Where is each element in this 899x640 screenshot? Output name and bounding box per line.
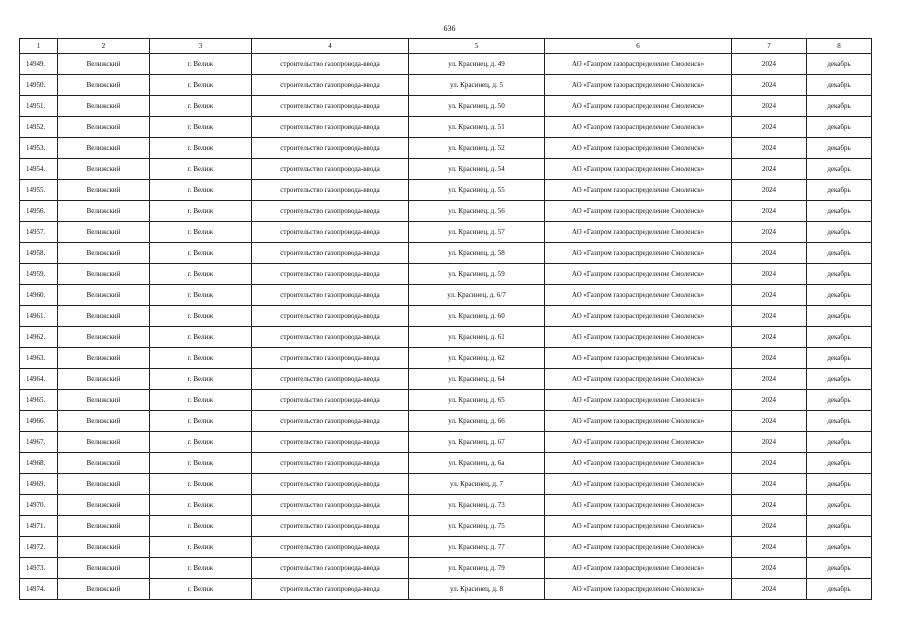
month-cell: декабрь — [807, 159, 872, 180]
locality-cell: г. Велиж — [150, 222, 252, 243]
year-cell: 2024 — [732, 558, 807, 579]
district-cell: Велижский — [58, 306, 150, 327]
address-cell: ул. Красинец, д. 79 — [409, 558, 545, 579]
table-row — [20, 96, 872, 117]
work-type-cell: строительство газопровода-ввода — [252, 327, 409, 348]
row-number-cell: 14974. — [20, 579, 58, 600]
year-cell: 2024 — [732, 495, 807, 516]
district-cell: Велижский — [58, 54, 150, 75]
year-cell: 2024 — [732, 180, 807, 201]
year-cell: 2024 — [732, 243, 807, 264]
locality-cell: г. Велиж — [150, 75, 252, 96]
month-cell: декабрь — [807, 495, 872, 516]
table-row — [20, 243, 872, 264]
row-number-cell: 14973. — [20, 558, 58, 579]
month-cell: декабрь — [807, 117, 872, 138]
table-row — [20, 348, 872, 369]
month-cell: декабрь — [807, 579, 872, 600]
locality-cell: г. Велиж — [150, 369, 252, 390]
row-number-cell: 14949. — [20, 54, 58, 75]
district-cell: Велижский — [58, 474, 150, 495]
district-cell: Велижский — [58, 369, 150, 390]
table-row — [20, 495, 872, 516]
table-row — [20, 432, 872, 453]
locality-cell: г. Велиж — [150, 54, 252, 75]
row-number-cell: 14963. — [20, 348, 58, 369]
organization-cell: АО «Газпром газораспределение Смоленск» — [545, 390, 732, 411]
table-row — [20, 159, 872, 180]
table-row — [20, 390, 872, 411]
row-number-cell: 14969. — [20, 474, 58, 495]
locality-cell: г. Велиж — [150, 474, 252, 495]
district-cell: Велижский — [58, 96, 150, 117]
year-cell: 2024 — [732, 474, 807, 495]
work-type-cell: строительство газопровода-ввода — [252, 285, 409, 306]
row-number-cell: 14958. — [20, 243, 58, 264]
row-number-cell: 14950. — [20, 75, 58, 96]
address-cell: ул. Красинец, д. 49 — [409, 54, 545, 75]
table-row — [20, 558, 872, 579]
page-number: 636 — [443, 24, 456, 33]
district-cell: Велижский — [58, 516, 150, 537]
locality-cell: г. Велиж — [150, 348, 252, 369]
row-number-cell: 14967. — [20, 432, 58, 453]
district-cell: Велижский — [58, 579, 150, 600]
month-cell: декабрь — [807, 474, 872, 495]
locality-cell: г. Велиж — [150, 495, 252, 516]
table-row — [20, 411, 872, 432]
table-row — [20, 453, 872, 474]
month-cell: декабрь — [807, 201, 872, 222]
work-type-cell: строительство газопровода-ввода — [252, 180, 409, 201]
address-cell: ул. Красинец, д. 64 — [409, 369, 545, 390]
work-type-cell: строительство газопровода-ввода — [252, 369, 409, 390]
row-number-cell: 14955. — [20, 180, 58, 201]
year-cell: 2024 — [732, 222, 807, 243]
row-number-cell: 14964. — [20, 369, 58, 390]
table-row — [20, 54, 872, 75]
column-header: 7 — [732, 39, 807, 54]
work-type-cell: строительство газопровода-ввода — [252, 411, 409, 432]
month-cell: декабрь — [807, 516, 872, 537]
locality-cell: г. Велиж — [150, 285, 252, 306]
month-cell: декабрь — [807, 453, 872, 474]
address-cell: ул. Красинец, д. 73 — [409, 495, 545, 516]
locality-cell: г. Велиж — [150, 201, 252, 222]
table-row — [20, 537, 872, 558]
organization-cell: АО «Газпром газораспределение Смоленск» — [545, 264, 732, 285]
work-type-cell: строительство газопровода-ввода — [252, 516, 409, 537]
work-type-cell: строительство газопровода-ввода — [252, 96, 409, 117]
work-type-cell: строительство газопровода-ввода — [252, 390, 409, 411]
month-cell: декабрь — [807, 558, 872, 579]
district-cell: Велижский — [58, 453, 150, 474]
column-header: 2 — [58, 39, 150, 54]
work-type-cell: строительство газопровода-ввода — [252, 117, 409, 138]
address-cell: ул. Красинец, д. 5 — [409, 75, 545, 96]
row-number-cell: 14960. — [20, 285, 58, 306]
year-cell: 2024 — [732, 453, 807, 474]
district-cell: Велижский — [58, 348, 150, 369]
locality-cell: г. Велиж — [150, 138, 252, 159]
address-cell: ул. Красинец, д. 55 — [409, 180, 545, 201]
column-header: 4 — [252, 39, 409, 54]
address-cell: ул. Красинец, д. 52 — [409, 138, 545, 159]
column-header: 1 — [20, 39, 58, 54]
year-cell: 2024 — [732, 75, 807, 96]
address-cell: ул. Красинец, д. 66 — [409, 411, 545, 432]
table-row — [20, 579, 872, 600]
table-row — [20, 180, 872, 201]
table-row — [20, 516, 872, 537]
month-cell: декабрь — [807, 54, 872, 75]
locality-cell: г. Велиж — [150, 432, 252, 453]
work-type-cell: строительство газопровода-ввода — [252, 222, 409, 243]
work-type-cell: строительство газопровода-ввода — [252, 54, 409, 75]
month-cell: декабрь — [807, 96, 872, 117]
address-cell: ул. Красинец, д. 59 — [409, 264, 545, 285]
district-cell: Велижский — [58, 327, 150, 348]
table-row — [20, 306, 872, 327]
work-type-cell: строительство газопровода-ввода — [252, 264, 409, 285]
address-cell: ул. Красинец, д. 6/7 — [409, 285, 545, 306]
address-cell: ул. Красинец, д. 65 — [409, 390, 545, 411]
address-cell: ул. Красинец, д. 58 — [409, 243, 545, 264]
address-cell: ул. Красинец, д. 61 — [409, 327, 545, 348]
organization-cell: АО «Газпром газораспределение Смоленск» — [545, 432, 732, 453]
year-cell: 2024 — [732, 516, 807, 537]
work-type-cell: строительство газопровода-ввода — [252, 159, 409, 180]
table-row — [20, 285, 872, 306]
row-number-cell: 14962. — [20, 327, 58, 348]
locality-cell: г. Велиж — [150, 390, 252, 411]
district-cell: Велижский — [58, 558, 150, 579]
organization-cell: АО «Газпром газораспределение Смоленск» — [545, 453, 732, 474]
row-number-cell: 14965. — [20, 390, 58, 411]
district-cell: Велижский — [58, 201, 150, 222]
organization-cell: АО «Газпром газораспределение Смоленск» — [545, 201, 732, 222]
month-cell: декабрь — [807, 180, 872, 201]
work-type-cell: строительство газопровода-ввода — [252, 75, 409, 96]
row-number-cell: 14954. — [20, 159, 58, 180]
year-cell: 2024 — [732, 306, 807, 327]
year-cell: 2024 — [732, 390, 807, 411]
locality-cell: г. Велиж — [150, 306, 252, 327]
organization-cell: АО «Газпром газораспределение Смоленск» — [545, 537, 732, 558]
organization-cell: АО «Газпром газораспределение Смоленск» — [545, 558, 732, 579]
address-cell: ул. Красинец, д. 77 — [409, 537, 545, 558]
table-row — [20, 201, 872, 222]
row-number-cell: 14961. — [20, 306, 58, 327]
organization-cell: АО «Газпром газораспределение Смоленск» — [545, 411, 732, 432]
month-cell: декабрь — [807, 537, 872, 558]
district-cell: Велижский — [58, 264, 150, 285]
column-header: 3 — [150, 39, 252, 54]
table-row — [20, 75, 872, 96]
month-cell: декабрь — [807, 369, 872, 390]
organization-cell: АО «Газпром газораспределение Смоленск» — [545, 54, 732, 75]
locality-cell: г. Велиж — [150, 264, 252, 285]
organization-cell: АО «Газпром газораспределение Смоленск» — [545, 180, 732, 201]
year-cell: 2024 — [732, 201, 807, 222]
year-cell: 2024 — [732, 117, 807, 138]
district-cell: Велижский — [58, 495, 150, 516]
work-type-cell: строительство газопровода-ввода — [252, 474, 409, 495]
month-cell: декабрь — [807, 243, 872, 264]
month-cell: декабрь — [807, 138, 872, 159]
year-cell: 2024 — [732, 348, 807, 369]
locality-cell: г. Велиж — [150, 411, 252, 432]
work-type-cell: строительство газопровода-ввода — [252, 579, 409, 600]
row-number-cell: 14957. — [20, 222, 58, 243]
organization-cell: АО «Газпром газораспределение Смоленск» — [545, 222, 732, 243]
district-cell: Велижский — [58, 117, 150, 138]
work-type-cell: строительство газопровода-ввода — [252, 453, 409, 474]
table-row — [20, 327, 872, 348]
locality-cell: г. Велиж — [150, 537, 252, 558]
column-header: 8 — [807, 39, 872, 54]
address-cell: ул. Красинец, д. 62 — [409, 348, 545, 369]
year-cell: 2024 — [732, 579, 807, 600]
organization-cell: АО «Газпром газораспределение Смоленск» — [545, 495, 732, 516]
locality-cell: г. Велиж — [150, 243, 252, 264]
row-number-cell: 14968. — [20, 453, 58, 474]
organization-cell: АО «Газпром газораспределение Смоленск» — [545, 348, 732, 369]
district-cell: Велижский — [58, 159, 150, 180]
year-cell: 2024 — [732, 432, 807, 453]
organization-cell: АО «Газпром газораспределение Смоленск» — [545, 369, 732, 390]
table-row — [20, 222, 872, 243]
organization-cell: АО «Газпром газораспределение Смоленск» — [545, 579, 732, 600]
address-cell: ул. Красинец, д. 75 — [409, 516, 545, 537]
year-cell: 2024 — [732, 264, 807, 285]
table-header — [20, 39, 872, 54]
organization-cell: АО «Газпром газораспределение Смоленск» — [545, 474, 732, 495]
organization-cell: АО «Газпром газораспределение Смоленск» — [545, 159, 732, 180]
header-row — [20, 39, 872, 54]
locality-cell: г. Велиж — [150, 558, 252, 579]
month-cell: декабрь — [807, 432, 872, 453]
district-cell: Велижский — [58, 243, 150, 264]
organization-cell: АО «Газпром газораспределение Смоленск» — [545, 75, 732, 96]
row-number-cell: 14966. — [20, 411, 58, 432]
work-type-cell: строительство газопровода-ввода — [252, 537, 409, 558]
address-cell: ул. Красинец, д. 51 — [409, 117, 545, 138]
address-cell: ул. Красинец, д. 56 — [409, 201, 545, 222]
address-cell: ул. Красинец, д. 67 — [409, 432, 545, 453]
table-row — [20, 117, 872, 138]
row-number-cell: 14959. — [20, 264, 58, 285]
organization-cell: АО «Газпром газораспределение Смоленск» — [545, 516, 732, 537]
month-cell: декабрь — [807, 348, 872, 369]
month-cell: декабрь — [807, 222, 872, 243]
row-number-cell: 14953. — [20, 138, 58, 159]
year-cell: 2024 — [732, 369, 807, 390]
address-cell: ул. Красинец, д. 50 — [409, 96, 545, 117]
work-type-cell: строительство газопровода-ввода — [252, 306, 409, 327]
table-row — [20, 474, 872, 495]
organization-cell: АО «Газпром газораспределение Смоленск» — [545, 117, 732, 138]
work-type-cell: строительство газопровода-ввода — [252, 432, 409, 453]
district-cell: Велижский — [58, 180, 150, 201]
row-number-cell: 14972. — [20, 537, 58, 558]
address-cell: ул. Красинец, д. 54 — [409, 159, 545, 180]
address-cell: ул. Красинец, д. 60 — [409, 306, 545, 327]
district-cell: Велижский — [58, 75, 150, 96]
locality-cell: г. Велиж — [150, 579, 252, 600]
district-cell: Велижский — [58, 285, 150, 306]
year-cell: 2024 — [732, 327, 807, 348]
work-type-cell: строительство газопровода-ввода — [252, 201, 409, 222]
table-row — [20, 138, 872, 159]
locality-cell: г. Велиж — [150, 117, 252, 138]
year-cell: 2024 — [732, 285, 807, 306]
locality-cell: г. Велиж — [150, 453, 252, 474]
year-cell: 2024 — [732, 54, 807, 75]
year-cell: 2024 — [732, 159, 807, 180]
organization-cell: АО «Газпром газораспределение Смоленск» — [545, 327, 732, 348]
row-number-cell: 14971. — [20, 516, 58, 537]
address-cell: ул. Красинец, д. 57 — [409, 222, 545, 243]
month-cell: декабрь — [807, 306, 872, 327]
address-cell: ул. Красинец, д. 6а — [409, 453, 545, 474]
organization-cell: АО «Газпром газораспределение Смоленск» — [545, 96, 732, 117]
data-table — [19, 38, 872, 600]
organization-cell: АО «Газпром газораспределение Смоленск» — [545, 138, 732, 159]
address-cell: ул. Красинец, д. 7 — [409, 474, 545, 495]
work-type-cell: строительство газопровода-ввода — [252, 558, 409, 579]
locality-cell: г. Велиж — [150, 516, 252, 537]
year-cell: 2024 — [732, 138, 807, 159]
row-number-cell: 14956. — [20, 201, 58, 222]
month-cell: декабрь — [807, 390, 872, 411]
row-number-cell: 14951. — [20, 96, 58, 117]
address-cell: ул. Красинец, д. 8 — [409, 579, 545, 600]
district-cell: Велижский — [58, 537, 150, 558]
locality-cell: г. Велиж — [150, 96, 252, 117]
row-number-cell: 14952. — [20, 117, 58, 138]
work-type-cell: строительство газопровода-ввода — [252, 243, 409, 264]
district-cell: Велижский — [58, 222, 150, 243]
year-cell: 2024 — [732, 96, 807, 117]
table-body — [20, 54, 872, 600]
district-cell: Велижский — [58, 390, 150, 411]
work-type-cell: строительство газопровода-ввода — [252, 138, 409, 159]
district-cell: Велижский — [58, 138, 150, 159]
column-header: 6 — [545, 39, 732, 54]
row-number-cell: 14970. — [20, 495, 58, 516]
locality-cell: г. Велиж — [150, 180, 252, 201]
locality-cell: г. Велиж — [150, 327, 252, 348]
organization-cell: АО «Газпром газораспределение Смоленск» — [545, 243, 732, 264]
month-cell: декабрь — [807, 327, 872, 348]
month-cell: декабрь — [807, 411, 872, 432]
year-cell: 2024 — [732, 537, 807, 558]
organization-cell: АО «Газпром газораспределение Смоленск» — [545, 285, 732, 306]
column-header: 5 — [409, 39, 545, 54]
table-row — [20, 369, 872, 390]
year-cell: 2024 — [732, 411, 807, 432]
month-cell: декабрь — [807, 285, 872, 306]
month-cell: декабрь — [807, 75, 872, 96]
district-cell: Велижский — [58, 411, 150, 432]
table-row — [20, 264, 872, 285]
work-type-cell: строительство газопровода-ввода — [252, 348, 409, 369]
organization-cell: АО «Газпром газораспределение Смоленск» — [545, 306, 732, 327]
month-cell: декабрь — [807, 264, 872, 285]
locality-cell: г. Велиж — [150, 159, 252, 180]
work-type-cell: строительство газопровода-ввода — [252, 495, 409, 516]
district-cell: Велижский — [58, 432, 150, 453]
